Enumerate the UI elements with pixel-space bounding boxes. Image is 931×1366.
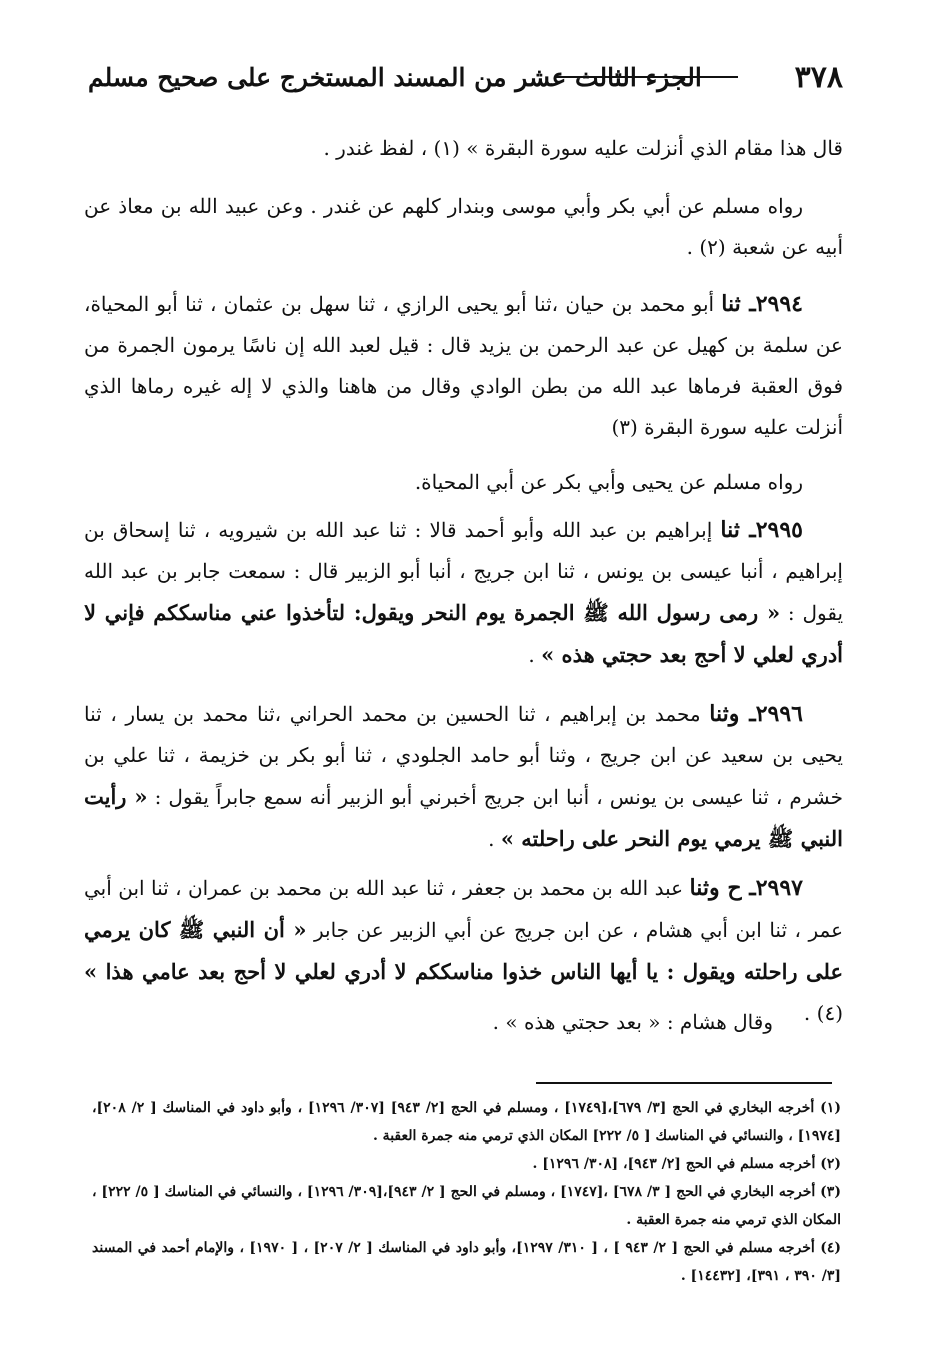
hadith-body [84, 510, 843, 676]
paragraph-text: وقال هشام : « بعد حجتي هذه » . [492, 1010, 773, 1034]
hadith-body [84, 284, 843, 448]
paragraph-intro [84, 128, 843, 169]
paragraph-text: قال هذا مقام الذي أنزلت عليه سورة البقرة » (١) ، لفظ غندر . [323, 136, 843, 160]
page-number: ٣٧٨ [794, 60, 843, 95]
footnote-3: (٣) أخرجه البخاري في الحج [ ٣/ ٦٧٨] ،[١٧٤٧] ، ومسلم في الحج [ ٢/ ٩٤٣]،[٣٠٩/ ١٢٩٦] ، والنسائي في المناسك [ ٥/ ٢٢٢] ، المكان الذي ترمي منه جمرة العقبة . [92, 1184, 841, 1228]
hadith-number: ٢٩٩٧ـ ح وثنا [689, 875, 803, 901]
hadith-text: عبد الله بن محمد بن جعفر ، ثنا عبد الله بن محمد بن عمران ، ثنا ابن أبي عمر ، ثنا ابن أبي هشام ، عن ابن جريج عن أبي الزبير عن جابر [84, 876, 844, 942]
footnote-4: (٤) أخرجه مسلم في الحج [ ٢/ ٩٤٣ ] ، [ ٣١٠/ ١٢٩٧]، وأبو داود في المناسك [ ٢/ ٢٠٧] ، [ ١٩٧٠] ، والإمام أحمد في المسند [٣/ ٣٩٠ ، ٣٩١]، [١٤٤٣٢] . [92, 1240, 841, 1284]
hadith-quote: « أن النبي ﷺ كان يرمي على راحلته ويقول : يا أيها الناس خذوا مناسككم لا أدري لعلي لا أحج بعد عامي هذا » [84, 917, 843, 984]
hadith-end: (٤) . [803, 1001, 843, 1025]
paragraph-text: رواه مسلم عن أبي بكر وأبي موسى وبندار كلهم عن غندر . وعن عبيد الله بن معاذ عن أبيه عن شعبة (٢) . [84, 194, 843, 259]
hadith-text: محمد بن إبراهيم ، ثنا الحسين بن محمد الحراني ،ثنا محمد بن يسار ، ثنا يحيى بن سعيد عن ابن جريج ، وثنا أبو حامد الجلودي ، ثنا أبو بكر بن خزيمة ، ثنا علي بن خشرم ، ثنا عيسى بن يونس ، أنبا ابن جريج أخبرني أبو الزبير أنه سمع جابراً يقول : [84, 702, 844, 809]
footnote-2: (٢) أخرجه مسلم في الحج [٢/ ٩٤٣]، [٣٠٨/ ١٢٩٦] . [532, 1156, 841, 1172]
hadith-quote: « رمى رسول الله ﷺ الجمرة يوم النحر ويقول: لتأخذوا عني مناسككم فإني لا أدري لعلي لا أحج بعد حجتي هذه » [84, 600, 843, 667]
page-header [88, 58, 843, 108]
running-title: الجزء الثالث عشر من المسند المستخرج على صحيح مسلم [88, 63, 702, 92]
hadith-end: . [528, 643, 535, 667]
footnotes [92, 1094, 841, 1290]
hadith-2996 [84, 694, 843, 860]
hadith-quote: « رأيت النبي ﷺ يرمي يوم النحر على راحلته » [84, 784, 843, 851]
hadith-end: . [488, 827, 495, 851]
hadith-2994 [84, 284, 843, 448]
paragraph-hisham [84, 1002, 843, 1043]
footnote-1: (١) أخرجه البخاري في الحج [٣/ ٦٧٩]،[١٧٤٩] ، ومسلم في الحج [٢/ ٩٤٣] [٣٠٧/ ١٢٩٦] ، وأبو داود في المناسك [ ٢/ ٢٠٨]،[١٩٧٤] ، والنسائي في المناسك [ ٥/ ٢٢٢] المكان الذي ترمي منه جمرة العقبة . [92, 1100, 841, 1144]
footnote-rule [536, 1082, 832, 1084]
paragraph-text: رواه مسلم عن يحيى وأبي بكر عن أبي المحياة. [414, 470, 803, 494]
paragraph-riwaya-1 [84, 186, 843, 268]
hadith-number: ٢٩٩٤ـ ثنا [721, 291, 803, 317]
hadith-body [84, 694, 843, 860]
hadith-number: ٢٩٩٦ـ وثنا [709, 701, 803, 727]
hadith-2995 [84, 510, 843, 676]
hadith-text: إبراهيم بن عبد الله وأبو أحمد قالا : ثنا عبد الله بن شيرويه ، ثنا إسحاق بن إبراهيم ، أنبا عيسى بن يونس ، ثنا ابن جريج ، أنبا أبو الزبير قال : سمعت جابر بن عبد الله يقول : [84, 518, 844, 625]
hadith-number: ٢٩٩٥ـ ثنا [720, 517, 803, 543]
paragraph-riwaya-2 [84, 462, 843, 503]
hadith-text: أبو محمد بن حيان ،ثنا أبو يحيى الرازي ، ثنا سهل بن عثمان ، ثنا أبو المحياة، عن سلمة بن كهيل عن عبد الرحمن بن يزيد قال : قيل لعبد الله إن ناسًا يرمون الجمرة من فوق العقبة فرماها عبد الله من بطن الوادي وقال من هاهنا والذي لا إله غيره رماها الذي أنزلت عليه سورة البقرة (٣) [84, 292, 843, 439]
